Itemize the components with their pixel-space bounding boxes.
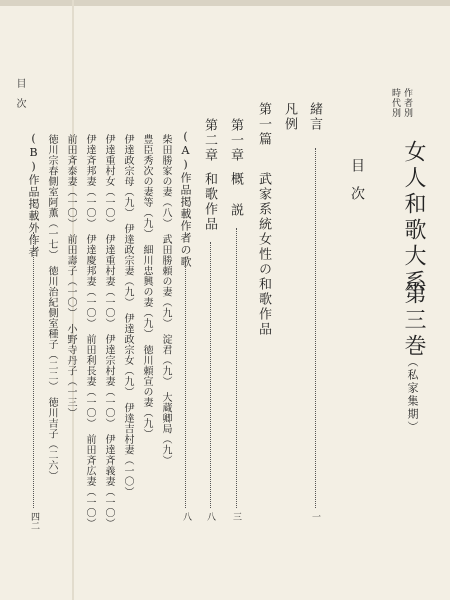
toc-entry-notes: 凡例 xyxy=(282,102,297,132)
book-volume: 第三巻 xyxy=(401,282,426,360)
leader-dots xyxy=(210,242,211,508)
page-number-section-a: 八 xyxy=(181,512,191,521)
author-list-row: 伊達政宗母（九） 伊達政宗妻（九） 伊達政宗女（九） 伊達吉村妻（一〇） xyxy=(122,134,133,497)
leader-dots xyxy=(315,148,316,508)
toc-part1-label: 第一篇 xyxy=(256,102,271,147)
toc-heading: 目次 xyxy=(349,158,365,214)
leader-dots xyxy=(33,232,34,508)
toc-ch2-title: 和歌作品 xyxy=(202,172,217,232)
book-title: 女人和歌大系 xyxy=(401,140,426,296)
toc-ch2-label: 第二章 xyxy=(202,118,217,163)
toc-ch1-title: 概説 xyxy=(228,172,243,234)
toc-entry-preface: 緒言 xyxy=(307,102,322,132)
toc-section-a: (A)作品掲載作者の歌 xyxy=(179,130,192,268)
author-list-row: 柴田勝家の妻（八） 武田勝頼の妻（九） 淀君（九） 大蔵卿局（九） xyxy=(160,134,171,466)
running-title: 目次 xyxy=(14,78,25,118)
author-list-row: 伊達斉邦妻（一〇） 伊達慶邦妻（一〇） 前田利長妻（一〇） 前田斉広妻（一〇） xyxy=(84,134,95,529)
author-list-row: 前田斉泰妻（一〇） 前田壽子（一〇） 小野寺丹子（一三） xyxy=(65,134,76,418)
leader-dots xyxy=(236,228,237,508)
author-list-row: 豊臣秀次の妻等（九） 細川忠興の妻（九） 徳川頼宣の妻（九） xyxy=(141,134,152,439)
toc-part1-title: 武家系統女性の和歌作品 xyxy=(256,172,271,337)
book-label-top: 作者別 xyxy=(402,88,412,118)
book-label-bottom: 時代別 xyxy=(390,88,400,118)
page-top-edge xyxy=(0,0,450,6)
toc-ch1-label: 第一章 xyxy=(228,118,243,163)
page-number-ch2: 八 xyxy=(205,512,215,521)
page-number-section-b: 四二 xyxy=(29,512,39,530)
page-number-ch1: 三 xyxy=(231,512,241,521)
author-list-row: 伊達重村女（一〇） 伊達重村妻（一〇） 伊達宗村妻（一〇） 伊達斉義妻（一〇） xyxy=(103,134,114,529)
book-volume-note: （私家集期） xyxy=(406,356,419,434)
leader-dots xyxy=(185,262,186,508)
toc-section-b: (B)作品掲載外作者 xyxy=(27,132,40,258)
author-list-row: 徳川宗春側室阿薫（一七） 徳川治紀側室種子（二二） 徳川吉子（二六） xyxy=(46,134,57,481)
page-number-preface: 一 xyxy=(310,512,320,521)
